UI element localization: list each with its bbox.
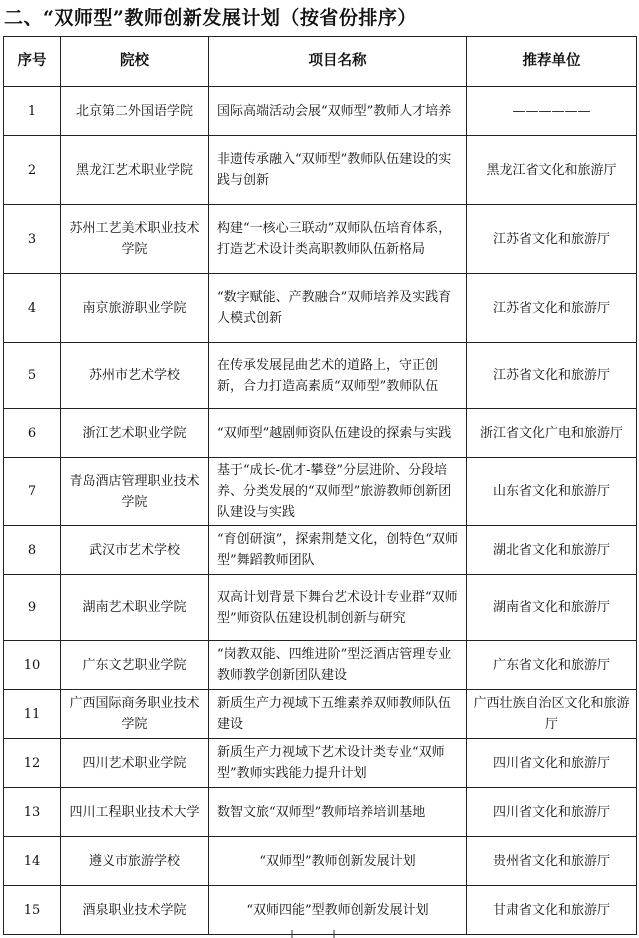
cell-seq: 8 — [4, 526, 61, 575]
cell-school: 四川工程职业技术大学 — [61, 788, 209, 837]
cell-project: 双高计划背景下舞台艺术设计专业群“双师型”师资队伍建设机制创新与研究 — [209, 575, 467, 641]
cell-school: 南京旅游职业学院 — [61, 274, 209, 343]
plan-table — [3, 36, 637, 935]
header-unit: 推荐单位 — [467, 37, 637, 87]
cell-seq: 5 — [4, 343, 61, 409]
cell-project: 新质生产力视域下艺术设计类专业“双师型”教师实践能力提升计划 — [209, 739, 467, 788]
cell-seq: 3 — [4, 205, 61, 274]
cell-unit: 江苏省文化和旅游厅 — [467, 343, 637, 409]
cell-project: 构建“一核心三联动”双师队伍培育体系，打造艺术设计类高职教师队伍新格局 — [209, 205, 467, 274]
cell-project: “育创研演”，探索荆楚文化，创特色“双师型”舞蹈教师团队 — [209, 526, 467, 575]
cell-project: 非遗传承融入“双师型”教师队伍建设的实践与创新 — [209, 136, 467, 205]
cell-school: 湖南艺术职业学院 — [61, 575, 209, 641]
cell-unit: 山东省文化和旅游厅 — [467, 458, 637, 526]
table-row — [4, 641, 637, 690]
table-row — [4, 837, 637, 886]
cell-unit: 四川省文化和旅游厅 — [467, 788, 637, 837]
cell-school: 北京第二外国语学院 — [61, 87, 209, 136]
cell-seq: 2 — [4, 136, 61, 205]
table-row — [4, 136, 637, 205]
cell-unit: 甘肃省文化和旅游厅 — [467, 886, 637, 935]
cell-seq: 6 — [4, 409, 61, 458]
cell-seq: 15 — [4, 886, 61, 935]
cell-project: “双师型”越剧师资队伍建设的探索与实践 — [209, 409, 467, 458]
table-row — [4, 274, 637, 343]
cell-seq: 10 — [4, 641, 61, 690]
table-row — [4, 343, 637, 409]
cell-school: 广西国际商务职业技术学院 — [61, 690, 209, 739]
cell-project: 国际高端活动会展“双师型”教师人才培养 — [209, 87, 467, 136]
page-title: 二、“双师型”教师创新发展计划（按省份排序） — [4, 7, 417, 29]
cell-school: 浙江艺术职业学院 — [61, 409, 209, 458]
table-row — [4, 409, 637, 458]
table-row — [4, 205, 637, 274]
cell-school: 四川艺术职业学院 — [61, 739, 209, 788]
cell-seq: 9 — [4, 575, 61, 641]
cell-seq: 1 — [4, 87, 61, 136]
cell-seq: 7 — [4, 458, 61, 526]
cell-school: 广东文艺职业学院 — [61, 641, 209, 690]
table-row — [4, 526, 637, 575]
table-row — [4, 575, 637, 641]
cell-school: 酒泉职业技术学院 — [61, 886, 209, 935]
cell-seq: 14 — [4, 837, 61, 886]
table-row — [4, 886, 637, 935]
page-edge-marks — [290, 930, 350, 938]
cell-unit: 广东省文化和旅游厅 — [467, 641, 637, 690]
cell-project: “数字赋能、产教融合”双师培养及实践育人模式创新 — [209, 274, 467, 343]
cell-seq: 11 — [4, 690, 61, 739]
cell-project: “双师四能”型教师创新发展计划 — [209, 886, 467, 935]
cell-school: 苏州工艺美术职业技术学院 — [61, 205, 209, 274]
cell-unit: 黑龙江省文化和旅游厅 — [467, 136, 637, 205]
cell-unit: 江苏省文化和旅游厅 — [467, 274, 637, 343]
cell-unit: 广西壮族自治区文化和旅游厅 — [467, 690, 637, 739]
table-row — [4, 788, 637, 837]
cell-project: “双师型”教师创新发展计划 — [209, 837, 467, 886]
cell-unit: 四川省文化和旅游厅 — [467, 739, 637, 788]
cell-seq: 12 — [4, 739, 61, 788]
cell-project: 基于“成长-优才-攀登”分层进阶、分段培养、分类发展的“双师型”旅游教师创新团队建设与实践 — [209, 458, 467, 526]
header-school: 院校 — [61, 37, 209, 87]
table-header-row — [4, 37, 637, 87]
cell-unit: —————— — [467, 87, 637, 136]
header-seq: 序号 — [4, 37, 61, 87]
cell-project: 在传承发展昆曲艺术的道路上，守正创新，合力打造高素质“双师型”教师队伍 — [209, 343, 467, 409]
cell-seq: 13 — [4, 788, 61, 837]
cell-school: 苏州市艺术学校 — [61, 343, 209, 409]
cell-school: 遵义市旅游学校 — [61, 837, 209, 886]
table-row — [4, 690, 637, 739]
cell-project: 数智文旅“双师型”教师培养培训基地 — [209, 788, 467, 837]
cell-unit: 江苏省文化和旅游厅 — [467, 205, 637, 274]
cell-unit: 浙江省文化广电和旅游厅 — [467, 409, 637, 458]
cell-project: 新质生产力视域下五维素养双师教师队伍建设 — [209, 690, 467, 739]
table-row — [4, 458, 637, 526]
cell-school: 武汉市艺术学校 — [61, 526, 209, 575]
cell-unit: 湖南省文化和旅游厅 — [467, 575, 637, 641]
cell-seq: 4 — [4, 274, 61, 343]
cell-unit: 贵州省文化和旅游厅 — [467, 837, 637, 886]
table-row — [4, 87, 637, 136]
cell-school: 黑龙江艺术职业学院 — [61, 136, 209, 205]
header-project: 项目名称 — [209, 37, 467, 87]
table-row — [4, 739, 637, 788]
cell-project: “岗教双能、四维进阶”型泛酒店管理专业教师教学创新团队建设 — [209, 641, 467, 690]
cell-unit: 湖北省文化和旅游厅 — [467, 526, 637, 575]
cell-school: 青岛酒店管理职业技术学院 — [61, 458, 209, 526]
